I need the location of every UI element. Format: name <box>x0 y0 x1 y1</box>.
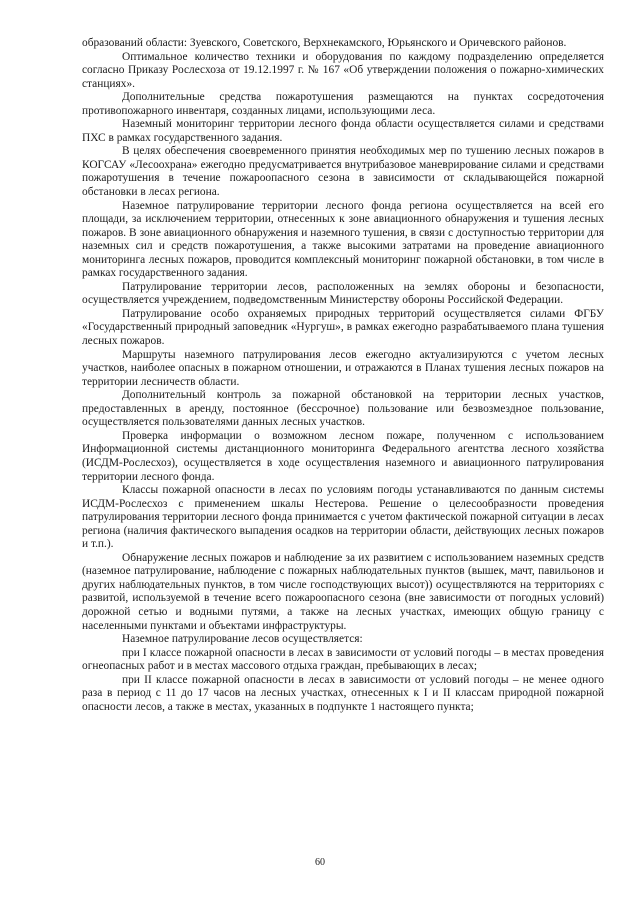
document-body <box>82 37 604 714</box>
paragraph-12: Классы пожарной опасности в лесах по условиям погоды устанавливаются по данным системы ИСДМ-Рослесхоз с применением шкалы Нестерова. Решение о целесообразности проведения патрулирования территории лесного фонда принимается с учетом фактической пожарной ситуации в лесах региона (наличия фактического выпадения осадков на территории области, действующих лесных пожаров и т.п.). <box>82 484 604 551</box>
paragraph-5: В целях обеспечения своевременного принятия необходимых мер по тушению лесных пожаров в КОГСАУ «Лесоохрана» ежегодно предусматривается внутрибазовое маневрирование силами и средствами пожаротушения в течение пожароопасного сезона в зависимости от складывающейся пожарной обстановки в лесах региона. <box>82 145 604 199</box>
paragraph-13: Обнаружение лесных пожаров и наблюдение за их развитием с использованием наземных средств (наземное патрулирование, наблюдение с пожарных наблюдательных пунктов (вышек, мачт, павильонов и других наблюдательных пунктов, в том числе господствующих высот)) осуществляются на территориях с развитой, используемой в течение всего пожароопасного сезона (вне зависимости от погодных условий) дорожной сетью и водными путями, а также на лесных участках, имеющих общую границу с населенными пунктами и объектами инфраструктуры. <box>82 551 604 632</box>
paragraph-16: при II классе пожарной опасности в лесах в зависимости от условий погоды – не менее одного раза в период с 11 до 17 часов на лесных участках, отнесенных к I и II классам природной пожарной опасности лесов, а также в местах, указанных в подпункте 1 настоящего пункта; <box>82 673 604 713</box>
paragraph-6: Наземное патрулирование территории лесного фонда региона осуществляется на всей его площади, за исключением территории, отнесенных к зоне авиационного обнаружения и тушения лесных пожаров. В зоне авиационного обнаружения и наземного тушения, в связи с доступностью территории для наземных сил и средств пожаротушения, а также высокими затратами на проведение авиационного мониторинга лесных пожаров, проводится комплексный мониторинг пожарной обстановки, в том числе в рамках государственного задания. <box>82 199 604 280</box>
paragraph-3: Дополнительные средства пожаротушения размещаются на пунктах сосредоточения противопожарного инвентаря, созданных лицами, использующими леса. <box>82 91 604 117</box>
paragraph-14: Наземное патрулирование лесов осуществляется: <box>122 633 363 646</box>
paragraph-1: образований области: Зуевского, Советского, Верхнекамского, Юрьянского и Оричевского районов. <box>82 37 567 49</box>
paragraph-4: Наземный мониторинг территории лесного фонда области осуществляется силами и средствами ПХС в рамках государственного задания. <box>82 118 604 144</box>
paragraph-2: Оптимальное количество техники и оборудования по каждому подразделению определяется согласно Приказу Рослесхоза от 19.12.1997 г. № 167 «Об утверждении положения о пожарно-химических станциях». <box>82 50 604 90</box>
paragraph-9: Маршруты наземного патрулирования лесов ежегодно актуализируются с учетом лесных участков, наиболее опасных в пожарном отношении, и отражаются в Планах тушения лесных пожаров на территории лесничеств области. <box>82 348 604 388</box>
paragraph-11: Проверка информации о возможном лесном пожаре, полученном с использованием Информационной системы дистанционного мониторинга Федерального агентства лесного хозяйства (ИСДМ-Рослесхоз), осуществляется в ходе осуществления наземного и авиационного патрулирования территории лесного фонда. <box>82 429 604 483</box>
paragraph-8: Патрулирование особо охраняемых природных территорий осуществляется силами ФГБУ «Государственный природный заповедник «Нургуш», в рамках ежегодно разрабатываемого плана тушения лесных пожаров. <box>82 307 604 348</box>
paragraph-10: Дополнительный контроль за пожарной обстановкой на территории лесных участков, предоставленных в аренду, постоянное (бессрочное) пользование или безвозмездное пользование, осуществляется пользователями данных лесных участков. <box>82 389 604 429</box>
paragraph-7: Патрулирование территории лесов, расположенных на землях обороны и безопасности, осуществляется учреждением, подведомственным Министерству обороны Российской Федерации. <box>82 280 604 307</box>
page-number: 60 <box>315 857 325 868</box>
paragraph-15: при I классе пожарной опасности в лесах в зависимости от условий погоды – в местах проведения огнеопасных работ и в местах массового отдыха граждан, пребывающих в лесах; <box>82 646 604 673</box>
